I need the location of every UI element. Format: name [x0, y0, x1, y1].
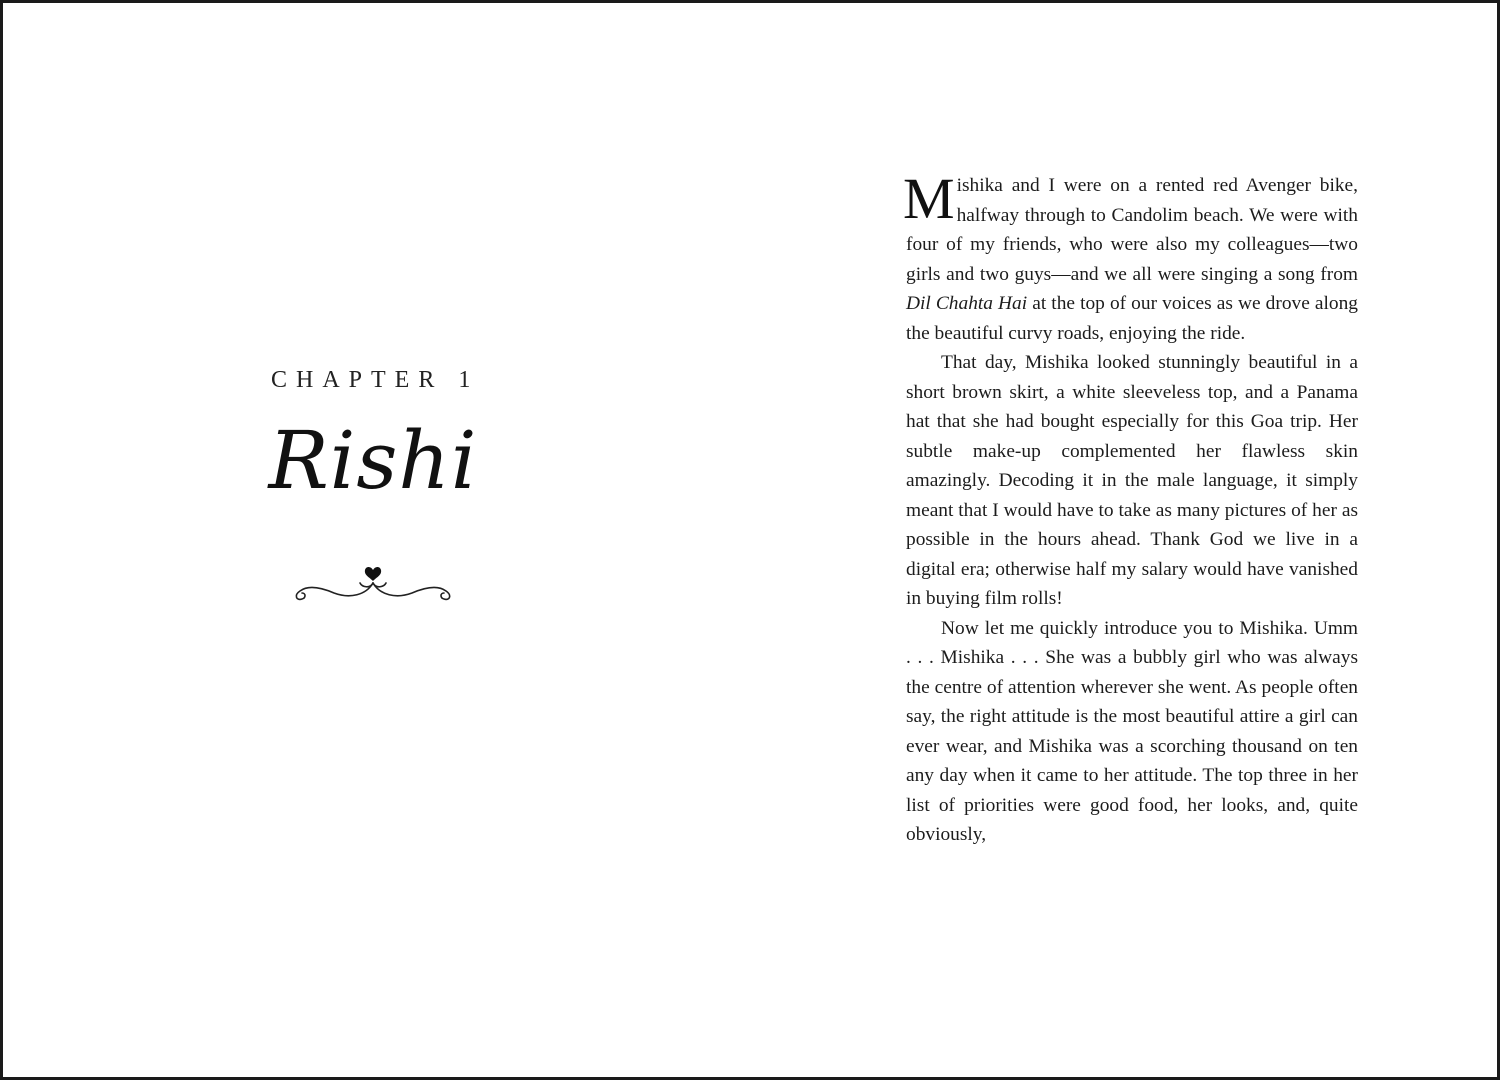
paragraph-1-text: ishika and I were on a rented red Avenger bike, halfway through to Candolim beach. We were with four of my friends, who were also my colleagues—two girls and two guys—and we all were singing a song from: [906, 175, 1358, 285]
chapter-body-text: [903, 166, 1358, 850]
paragraph-1-end: at the top of our voices as we drove along the beautiful curvy roads, enjoying the ride.: [906, 293, 1358, 344]
right-page: [753, 3, 1497, 1077]
chapter-title: Rishi: [268, 414, 478, 507]
heart-flourish-icon: [290, 565, 456, 614]
paragraph-3: Now let me quickly introduce you to Mishika. Umm . . . Mishika . . . She was a bubbly girl who was always the centre of attention wherever she went. As people often say, the right attitude is the most beautiful attire a girl can ever wear, and Mishika was a scorching thousand on ten any day when it came to her attitude. The top three in her list of priorities were good food, her looks, and, quite obviously,: [906, 617, 1358, 845]
left-page: [3, 3, 753, 1077]
drop-cap: M: [903, 166, 955, 231]
chapter-label: CHAPTER 1: [271, 367, 480, 393]
film-title-italic: Dil Chahta Hai: [906, 293, 1028, 314]
paragraph-2: That day, Mishika looked stunningly beautiful in a short brown skirt, a white sleeveless top, and a Panama hat that she had bought especially for this Goa trip. Her subtle make-up complemented her flawless skin amazingly. Decoding it in the male language, it simply meant that I would have to take as many pictures of her as possible in the hours ahead. Thank God we live in a digital era; otherwise half my salary would have vanished in buying film rolls!: [906, 352, 1358, 609]
paragraph-1: [903, 166, 1358, 348]
